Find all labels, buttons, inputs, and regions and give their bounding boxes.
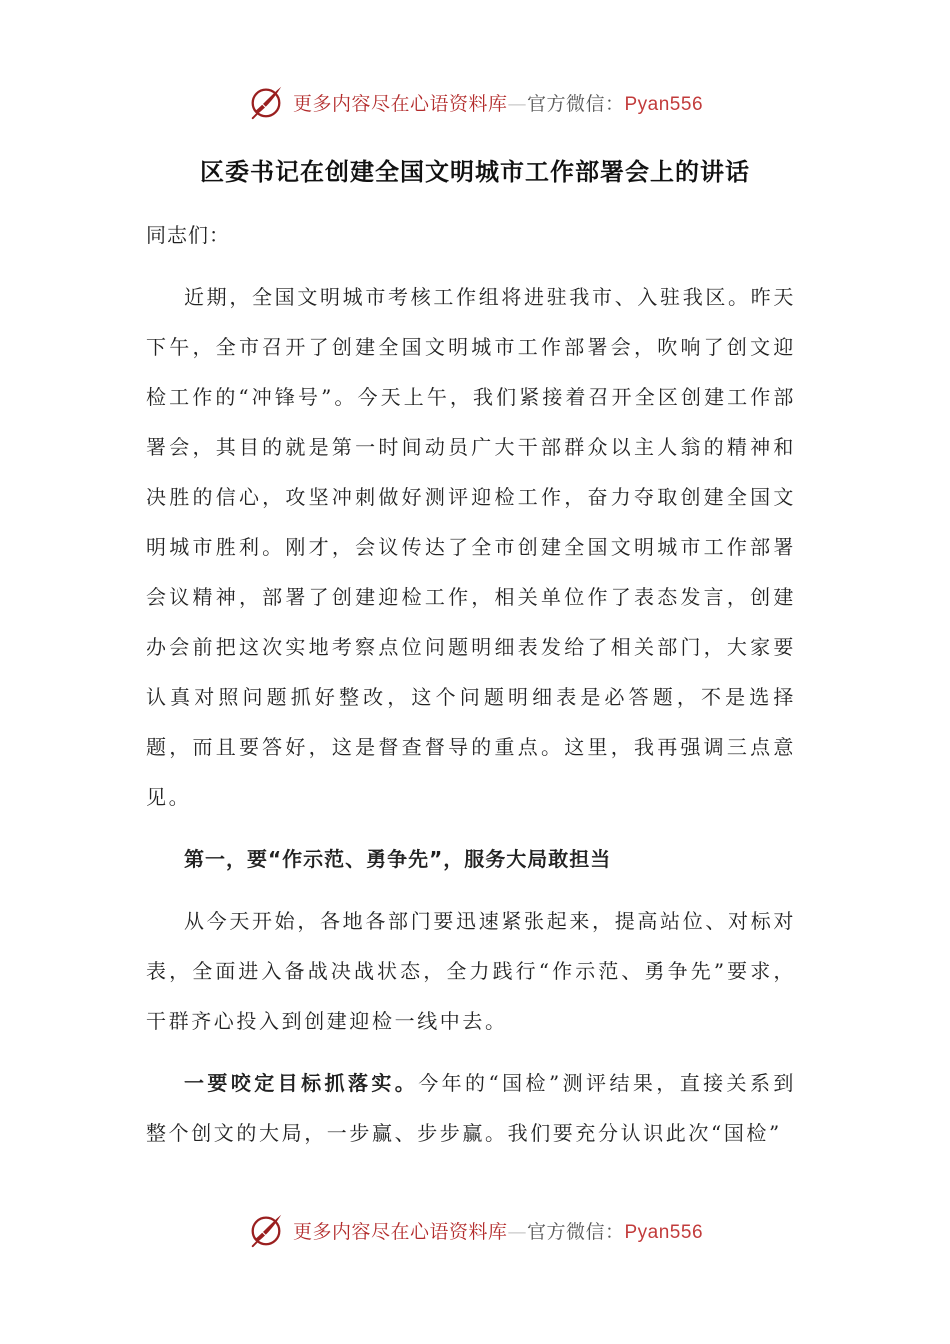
footer-banner — [0, 1210, 950, 1250]
banner-wechat-label: 官方微信： — [526, 1220, 625, 1243]
paragraph-3 — [146, 1058, 796, 1158]
banner-dash: — — [507, 1220, 527, 1243]
banner-wechat-id: Pyan556 — [624, 93, 704, 115]
quill-pen-logo-icon — [247, 1211, 285, 1249]
document-title: 区委书记在创建全国文明城市工作部署会上的讲话 — [200, 158, 750, 186]
banner-text — [293, 1217, 703, 1244]
document-body — [146, 210, 796, 1170]
section-heading-1: 第一，要“作示范、勇争先”，服务大局敢担当 — [184, 847, 612, 871]
quill-pen-logo-icon — [247, 83, 285, 121]
header-banner — [0, 82, 950, 122]
banner-dash: — — [507, 92, 527, 115]
banner-text — [293, 89, 703, 116]
paragraph-2: 从今天开始，各地各部门要迅速紧张起来，提高站位、对标对表，全面进入备战决战状态，全力践行“作示范、勇争先”要求，干群齐心投入到创建迎检一线中去。 — [146, 909, 796, 1033]
banner-site-name: 更多内容尽在心语资料库 — [292, 92, 508, 115]
paragraph-1: 近期，全国文明城市考核工作组将进驻我市、入驻我区。昨天下午，全市召开了创建全国文明城市工作部署会，吹响了创文迎检工作的“冲锋号”。今天上午，我们紧接着召开全区创建工作部署会，其目的就是第一时间动员广大干部群众以主人翁的精神和决胜的信心，攻坚冲刺做好测评迎检工作，奋力夺取创建全国文明城市胜利。刚才，会议传达了全市创建全国文明城市工作部署会议精神，部署了创建迎检工作，相关单位作了表态发言，创建办会前把这次实地考察点位问题明细表发给了相关部门，大家要认真对照问题抓好整改，这个问题明细表是必答题，不是选择题，而且要答好，这是督查督导的重点。这里，我再强调三点意见。 — [146, 285, 796, 809]
paragraph-3-body: 今年的“国检”测评结果，直接关系到整个创文的大局，一步赢、步步赢。我们要充分认识此次“国检” — [146, 1071, 797, 1145]
banner-site-name: 更多内容尽在心语资料库 — [292, 1220, 508, 1243]
salutation: 同志们： — [146, 223, 230, 247]
banner-wechat-label: 官方微信： — [526, 92, 625, 115]
banner-wechat-id: Pyan556 — [624, 1221, 704, 1243]
paragraph-3-lead: 一要咬定目标抓落实。 — [184, 1071, 419, 1095]
